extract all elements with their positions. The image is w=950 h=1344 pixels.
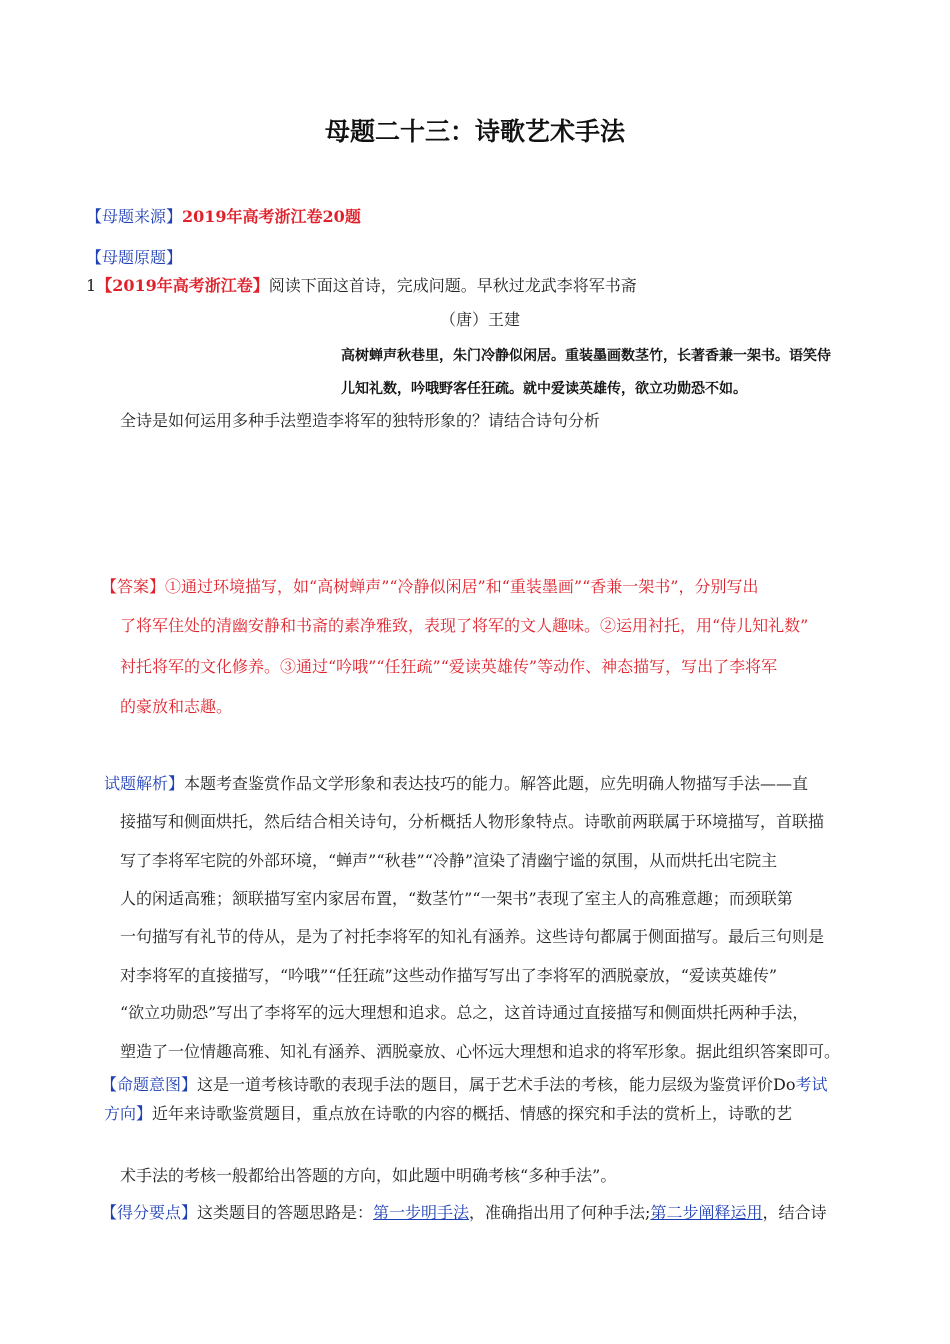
answer-line: 了将军住处的清幽安静和书斋的素净雅致，表现了将军的文人趣味。②运用衬托，用“侍儿知礼数” (120, 616, 809, 635)
direction-line (104, 1101, 792, 1124)
direction-label-part1: 考试 (795, 1075, 828, 1094)
intent-line (101, 1072, 828, 1095)
poem-line: 儿知礼数，吟哦野客任狂疏。就中爱读英雄传，欲立功勋恐不如。 (341, 381, 747, 397)
source-label: 【母题来源】 (86, 207, 183, 226)
question-intro: 阅读下面这首诗，完成问题。早秋过龙武李将军书斋 (268, 276, 637, 295)
analysis-line (104, 771, 808, 794)
step-two-link[interactable]: 第二步阐释运用 (650, 1203, 763, 1222)
intent-text: 这是一道考核诗歌的表现手法的题目，属于艺术手法的考核，能力层级为鉴赏评价Do (197, 1075, 796, 1094)
answer-label: 【答案】 (101, 577, 166, 596)
direction-continuation: 术手法的考核一般都给出答题的方向，如此题中明确考核“多种手法”。 (120, 1166, 617, 1185)
intent-label: 【命题意图】 (101, 1075, 198, 1094)
analysis-line: 塑造了一位情趣高雅、知礼有涵养、洒脱豪放、心怀远大理想和追求的将军形象。据此组织答案即可。 (120, 1042, 841, 1061)
analysis-line: 写了李将军宅院的外部环境，“蝉声”“秋巷”“冷静”渲染了清幽宁谧的氛围，从而烘托出宅院主 (120, 851, 778, 870)
direction-label-part2: 方向】 (104, 1104, 153, 1123)
question-source-tag: 【2019年高考浙江卷】 (96, 276, 269, 295)
direction-text: 近年来诗歌鉴赏题目，重点放在诗歌的内容的概括、情感的探究和手法的赏析上，诗歌的艺 (152, 1104, 793, 1123)
question-line (86, 276, 637, 296)
page-title: 母题二十三：诗歌艺术手法 (324, 117, 625, 146)
analysis-text: 本题考查鉴赏作品文学形象和表达技巧的能力。解答此题，应先明确人物描写手法——直 (184, 774, 809, 793)
analysis-label: 试题解析】 (104, 774, 185, 793)
analysis-line: 人的闲适高雅；颔联描写室内家居布置，“数茎竹”“一架书”表现了室主人的高雅意趣；而颈联第 (120, 889, 793, 908)
analysis-line: 接描写和侧面烘托，然后结合相关诗句，分析概括人物形象特点。诗歌前两联属于环境描写，首联描 (120, 812, 825, 831)
original-label: 【母题原题】 (86, 248, 183, 267)
source-line (86, 207, 361, 227)
analysis-line: 一句描写有礼节的侍从，是为了衬托李将军的知礼有涵养。这些诗句都属于侧面描写。最后三句则是 (120, 927, 825, 946)
answer-line (101, 574, 758, 597)
analysis-line: “欲立功勋恐”写出了李将军的远大理想和追求。总之，这首诗通过直接描写和侧面烘托两种手法， (120, 1003, 809, 1022)
source-value: 2019年高考浙江卷20题 (182, 207, 361, 226)
scoring-line (101, 1200, 826, 1223)
answer-line: 的豪放和志趣。 (120, 697, 233, 716)
question-number: 1 (86, 276, 97, 295)
poem-author: （唐）王建 (440, 310, 521, 329)
answer-line: 衬托将军的文化修养。③通过“吟哦”“任狂疏”“爱读英雄传”等动作、神态描写，写出了李将军 (120, 657, 778, 676)
scoring-text-2: ，准确指出用了何种手法; (469, 1203, 651, 1222)
answer-text: ①通过环境描写，如“高树蝉声”“冷静似闲居”和“重装墨画”“香兼一架书”，分别写出 (165, 577, 759, 596)
poem-line: 高树蝉声秋巷里，朱门冷静似闲居。重装墨画数茎竹，长著香兼一架书。语笑侍 (341, 348, 831, 364)
scoring-text-3: ，结合诗 (762, 1203, 827, 1222)
question-prompt: 全诗是如何运用多种手法塑造李将军的独特形象的？请结合诗句分析 (120, 411, 601, 430)
step-one-link[interactable]: 第一步明手法 (373, 1203, 470, 1222)
scoring-text-1: 这类题目的答题思路是： (197, 1203, 374, 1222)
analysis-line: 对李将军的直接描写，“吟哦”“任狂疏”这些动作描写写出了李将军的洒脱豪放，“爱读英雄传” (120, 966, 778, 985)
scoring-label: 【得分要点】 (101, 1203, 198, 1222)
